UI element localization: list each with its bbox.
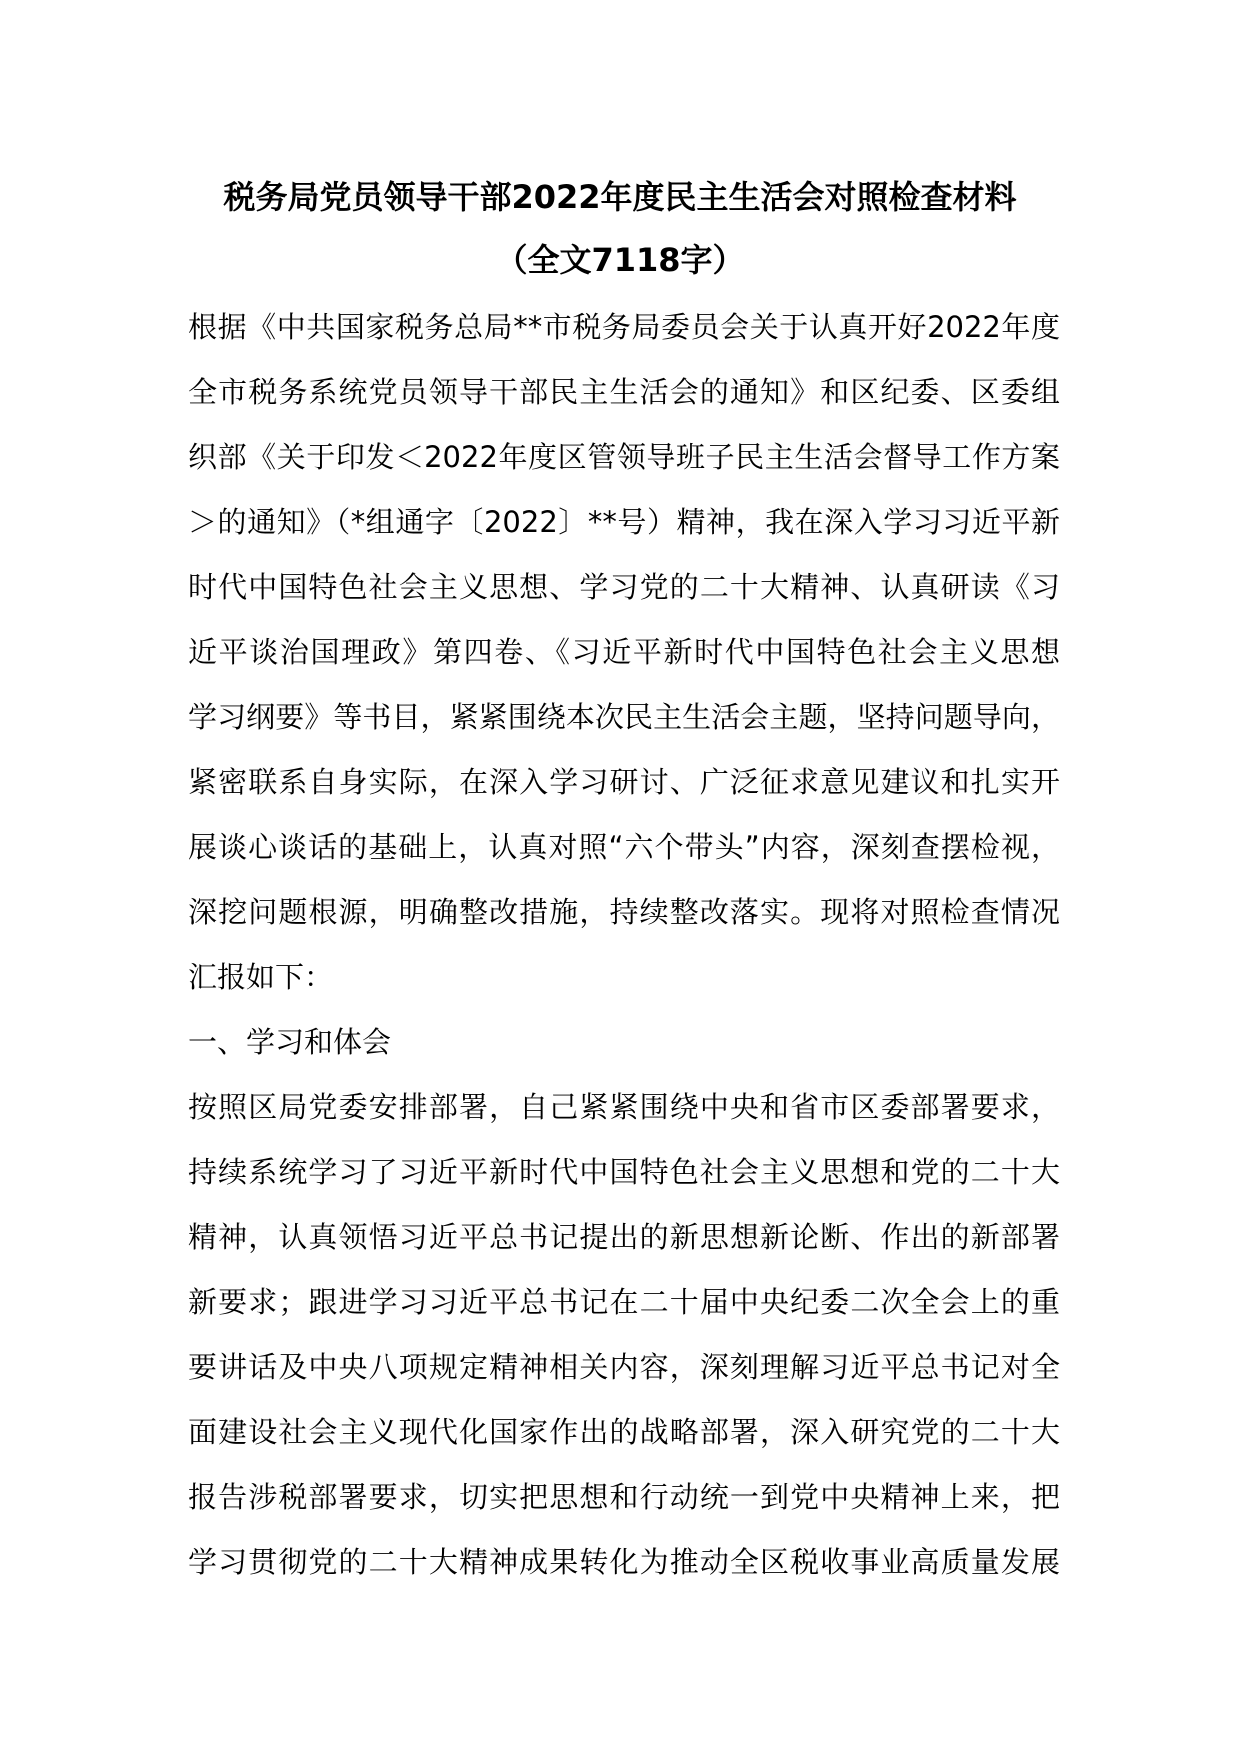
text-line: 织部《关于印发＜2022年度区管领导班子民主生活会督导工作方案 — [188, 440, 1060, 474]
text-line: 紧密联系自身实际，在深入学习研讨、广泛征求意见建议和扎实开 — [188, 765, 1060, 799]
text-line: 要讲话及中央八项规定精神相关内容，深刻理解习近平总书记对全 — [188, 1350, 1060, 1384]
text-line: 学习纲要》等书目，紧紧围绕本次民主生活会主题，坚持问题导向， — [188, 700, 1060, 734]
text-line: 深挖问题根源，明确整改措施，持续整改落实。现将对照检查情况 — [188, 895, 1060, 929]
text-line: 学习贯彻党的二十大精神成果转化为推动全区税收事业高质量发展 — [188, 1545, 1060, 1579]
text-line: 按照区局党委安排部署，自己紧紧围绕中央和省市区委部署要求， — [188, 1090, 1060, 1124]
text-line: 面建设社会主义现代化国家作出的战略部署，深入研究党的二十大 — [188, 1415, 1060, 1449]
document-body — [188, 307, 1060, 1607]
text-line: 展谈心谈话的基础上，认真对照“六个带头”内容，深刻查摆检视， — [188, 830, 1060, 864]
text-line: 全市税务系统党员领导干部民主生活会的通知》和区纪委、区委组 — [188, 375, 1060, 409]
text-line: 汇报如下： — [188, 960, 334, 994]
text-line: 新要求；跟进学习习近平总书记在二十届中央纪委二次全会上的重 — [188, 1285, 1060, 1319]
text-line: 时代中国特色社会主义思想、学习党的二十大精神、认真研读《习 — [188, 570, 1060, 604]
text-line: 根据《中共国家税务总局**市税务局委员会关于认真开好2022年度 — [188, 310, 1060, 344]
text-line: 近平谈治国理政》第四卷、《习近平新时代中国特色社会主义思想 — [188, 635, 1060, 669]
text-line: ＞的通知》（*组通字〔2022〕**号）精神，我在深入学习习近平新 — [188, 505, 1060, 539]
document-subtitle: （全文7118字） — [495, 241, 745, 279]
section-heading: 一、学习和体会 — [188, 1025, 392, 1059]
text-line: 报告涉税部署要求，切实把思想和行动统一到党中央精神上来，把 — [188, 1480, 1060, 1514]
document-title: 税务局党员领导干部2022年度民主生活会对照检查材料 — [223, 178, 1017, 216]
text-line: 持续系统学习了习近平新时代中国特色社会主义思想和党的二十大 — [188, 1155, 1060, 1189]
text-line: 精神，认真领悟习近平总书记提出的新思想新论断、作出的新部署 — [188, 1220, 1060, 1254]
